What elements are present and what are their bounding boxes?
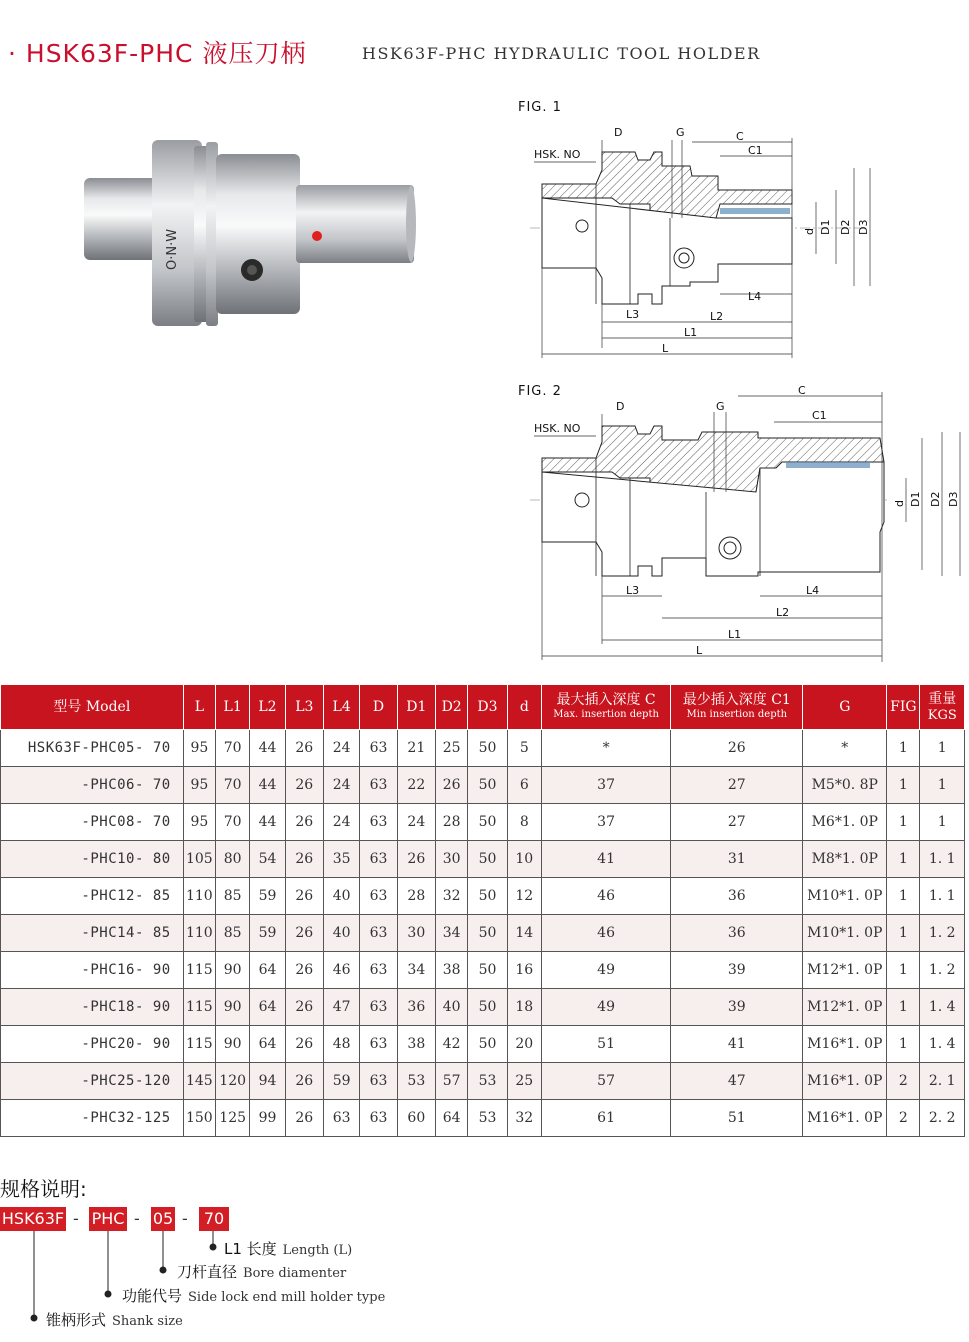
- table-cell: 120: [216, 1063, 250, 1100]
- legend-shank-en: Shank size: [112, 1314, 183, 1329]
- table-cell: 50: [468, 804, 507, 841]
- fig2-label-L4: L4: [806, 584, 820, 597]
- table-cell: 95: [183, 767, 215, 804]
- table-cell: 57: [541, 1063, 670, 1100]
- table-cell: 51: [671, 1100, 803, 1137]
- code-length: 70: [199, 1207, 229, 1231]
- table-cell: 26: [285, 915, 323, 952]
- fig1-label-L3: L3: [626, 308, 640, 321]
- table-cell: 26: [285, 804, 323, 841]
- table-cell: 40: [436, 989, 468, 1026]
- table-cell: 95: [183, 804, 215, 841]
- cell-model: -PHC16- 90: [1, 952, 184, 989]
- table-cell: 39: [671, 989, 803, 1026]
- table-cell: 44: [250, 804, 285, 841]
- table-cell: 25: [507, 1063, 541, 1100]
- fig2-label: FIG. 2: [518, 384, 562, 399]
- fig1-label-G: G: [676, 126, 685, 139]
- table-cell: 34: [436, 915, 468, 952]
- table-cell: 31: [671, 841, 803, 878]
- table-cell: 50: [468, 1026, 507, 1063]
- table-cell: M16*1. 0P: [803, 1026, 887, 1063]
- fig2-label-L: L: [696, 644, 703, 657]
- fig2-label-D: D: [616, 400, 625, 413]
- table-cell: 59: [250, 878, 285, 915]
- cell-model: -PHC10- 80: [1, 841, 184, 878]
- table-cell: 18: [507, 989, 541, 1026]
- table-row: [1, 878, 965, 915]
- table-cell: 1. 4: [920, 989, 965, 1026]
- th-FIG: FIG: [887, 685, 920, 730]
- table-cell: 115: [183, 952, 215, 989]
- th-L: L: [183, 685, 215, 730]
- product-photo: [70, 120, 430, 340]
- fig1-label-C1: C1: [748, 144, 763, 157]
- table-cell: 53: [468, 1100, 507, 1137]
- table-cell: 24: [323, 767, 359, 804]
- table-cell: 105: [183, 841, 215, 878]
- table-cell: M16*1. 0P: [803, 1100, 887, 1137]
- table-cell: 125: [216, 1100, 250, 1137]
- table-cell: M10*1. 0P: [803, 915, 887, 952]
- page-subtitle: HSK63F-PHC HYDRAULIC TOOL HOLDER: [362, 44, 761, 63]
- spec-legend-title: 规格说明:: [0, 1177, 87, 1201]
- table-cell: 21: [397, 730, 435, 767]
- th-model: 型号 Model: [1, 685, 184, 730]
- table-cell: 90: [216, 1026, 250, 1063]
- table-cell: 1: [887, 804, 920, 841]
- table-cell: 22: [397, 767, 435, 804]
- fig1-diagram: [520, 118, 880, 358]
- table-cell: 36: [671, 878, 803, 915]
- th-G: G: [803, 685, 887, 730]
- table-cell: 47: [671, 1063, 803, 1100]
- table-cell: 30: [436, 841, 468, 878]
- table-cell: 110: [183, 878, 215, 915]
- legend-length: [224, 1238, 352, 1259]
- page-header: [8, 30, 958, 70]
- th-max-insertion: [541, 685, 670, 730]
- th-weight: [920, 685, 965, 730]
- th-D: D: [360, 685, 397, 730]
- table-cell: 1: [887, 841, 920, 878]
- table-cell: 50: [468, 878, 507, 915]
- table-cell: 145: [183, 1063, 215, 1100]
- th-max-insertion-sub: Max. insertion depth: [553, 709, 659, 721]
- legend-bore-cn: 刀杆直径: [177, 1263, 238, 1281]
- table-cell: 41: [541, 841, 670, 878]
- th-L4: L4: [323, 685, 359, 730]
- table-row: [1, 1026, 965, 1063]
- th-min-insertion-main: 最少插入深度 C1: [682, 692, 791, 709]
- table-cell: 63: [360, 952, 397, 989]
- code-shank: HSK63F: [0, 1207, 66, 1231]
- table-cell: 26: [285, 1063, 323, 1100]
- table-cell: 28: [436, 804, 468, 841]
- table-cell: 2: [887, 1063, 920, 1100]
- table-cell: 38: [436, 952, 468, 989]
- table-cell: 32: [436, 878, 468, 915]
- table-cell: 49: [541, 989, 670, 1026]
- table-cell: 1. 1: [920, 878, 965, 915]
- table-cell: 50: [468, 915, 507, 952]
- legend-shank-cn: 锥柄形式: [46, 1311, 107, 1329]
- table-cell: 1: [887, 915, 920, 952]
- th-d: d: [507, 685, 541, 730]
- table-row: [1, 1063, 965, 1100]
- table-cell: 24: [397, 804, 435, 841]
- fig1-label-hsk: HSK. NO: [534, 148, 581, 161]
- fig1-label-L1: L1: [684, 326, 698, 339]
- cell-model: -PHC25-120: [1, 1063, 184, 1100]
- table-cell: 64: [250, 989, 285, 1026]
- th-min-insertion: [671, 685, 803, 730]
- table-cell: 46: [541, 915, 670, 952]
- table-cell: 1. 1: [920, 841, 965, 878]
- fig1-label-C: C: [736, 130, 744, 143]
- fig1-label: FIG. 1: [518, 100, 562, 115]
- table-row: [1, 989, 965, 1026]
- table-cell: 63: [360, 1063, 397, 1100]
- table-cell: 1: [920, 767, 965, 804]
- table-cell: 63: [360, 1026, 397, 1063]
- cell-model: -PHC20- 90: [1, 1026, 184, 1063]
- table-cell: 41: [671, 1026, 803, 1063]
- fig1-label-D3: D3: [857, 219, 870, 235]
- table-cell: 115: [183, 1026, 215, 1063]
- table-cell: 26: [285, 878, 323, 915]
- table-row: [1, 952, 965, 989]
- fig1-label-D: D: [614, 126, 623, 139]
- table-cell: 1. 2: [920, 915, 965, 952]
- table-row: [1, 804, 965, 841]
- table-cell: 1: [920, 730, 965, 767]
- table-cell: 63: [360, 989, 397, 1026]
- table-cell: 26: [671, 730, 803, 767]
- fig2-label-G: G: [716, 400, 725, 413]
- table-cell: 1: [887, 1026, 920, 1063]
- th-max-insertion-main: 最大插入深度 C: [556, 692, 656, 709]
- legend-type: [122, 1285, 385, 1306]
- table-cell: 50: [468, 730, 507, 767]
- table-cell: 63: [360, 730, 397, 767]
- table-cell: 26: [285, 952, 323, 989]
- table-cell: 50: [468, 767, 507, 804]
- table-cell: 38: [397, 1026, 435, 1063]
- fig2-label-L3: L3: [626, 584, 640, 597]
- table-cell: 53: [397, 1063, 435, 1100]
- table-cell: 5: [507, 730, 541, 767]
- table-cell: 59: [250, 915, 285, 952]
- table-cell: 63: [360, 878, 397, 915]
- fig2-label-L2: L2: [776, 606, 790, 619]
- fig2-label-C1: C1: [812, 409, 827, 422]
- table-cell: 14: [507, 915, 541, 952]
- table-cell: 95: [183, 730, 215, 767]
- table-cell: 90: [216, 952, 250, 989]
- table-cell: 53: [468, 1063, 507, 1100]
- th-D3: D3: [468, 685, 507, 730]
- code-bore: 05: [151, 1207, 175, 1231]
- table-cell: 110: [183, 915, 215, 952]
- th-D2: D2: [436, 685, 468, 730]
- table-cell: M12*1. 0P: [803, 989, 887, 1026]
- fig2-label-L1: L1: [728, 628, 742, 641]
- table-cell: 39: [671, 952, 803, 989]
- table-cell: 1: [887, 878, 920, 915]
- table-cell: 10: [507, 841, 541, 878]
- cell-model: -PHC18- 90: [1, 989, 184, 1026]
- table-cell: 44: [250, 767, 285, 804]
- table-cell: 70: [216, 804, 250, 841]
- table-cell: M16*1. 0P: [803, 1063, 887, 1100]
- code-dash-3: -: [182, 1209, 188, 1228]
- table-cell: 1: [887, 767, 920, 804]
- fig2-label-D1: D1: [909, 491, 922, 507]
- table-cell: 1. 2: [920, 952, 965, 989]
- table-cell: 70: [216, 767, 250, 804]
- table-cell: 26: [285, 841, 323, 878]
- table-cell: 46: [541, 878, 670, 915]
- table-cell: 49: [541, 952, 670, 989]
- legend-type-en: Side lock end mill holder type: [188, 1290, 386, 1305]
- table-row: [1, 1100, 965, 1137]
- table-cell: 26: [285, 730, 323, 767]
- legend-bore-en: Bore diamenter: [243, 1266, 347, 1281]
- table-cell: 54: [250, 841, 285, 878]
- table-cell: 26: [285, 1026, 323, 1063]
- fig2-label-hsk: HSK. NO: [534, 422, 581, 435]
- table-cell: *: [541, 730, 670, 767]
- table-cell: 16: [507, 952, 541, 989]
- table-cell: 28: [397, 878, 435, 915]
- brand-logo: O·N·W: [165, 228, 180, 270]
- table-cell: 42: [436, 1026, 468, 1063]
- table-cell: 59: [323, 1063, 359, 1100]
- table-cell: 44: [250, 730, 285, 767]
- cell-model: HSK63F-PHC05- 70: [1, 730, 184, 767]
- table-cell: 27: [671, 767, 803, 804]
- table-cell: M6*1. 0P: [803, 804, 887, 841]
- table-cell: 63: [360, 915, 397, 952]
- fig2-label-D3: D3: [947, 491, 960, 507]
- fig1-label-L: L: [662, 342, 669, 355]
- table-cell: 57: [436, 1063, 468, 1100]
- table-cell: 63: [360, 1100, 397, 1137]
- table-cell: 1: [887, 952, 920, 989]
- table-cell: 61: [541, 1100, 670, 1137]
- table-cell: 35: [323, 841, 359, 878]
- table-cell: 25: [436, 730, 468, 767]
- cell-model: -PHC06- 70: [1, 767, 184, 804]
- table-row: [1, 915, 965, 952]
- table-cell: 30: [397, 915, 435, 952]
- table-body: [1, 730, 965, 1137]
- table-cell: 63: [360, 804, 397, 841]
- table-cell: 40: [323, 878, 359, 915]
- cell-model: -PHC14- 85: [1, 915, 184, 952]
- fig2-label-d: d: [893, 500, 906, 507]
- table-cell: 47: [323, 989, 359, 1026]
- fig2-diagram: [520, 382, 965, 664]
- table-cell: 2. 2: [920, 1100, 965, 1137]
- table-cell: 37: [541, 767, 670, 804]
- table-cell: 26: [285, 989, 323, 1026]
- table-cell: 48: [323, 1026, 359, 1063]
- table-cell: 20: [507, 1026, 541, 1063]
- table-cell: 63: [323, 1100, 359, 1137]
- table-row: [1, 841, 965, 878]
- table-cell: 26: [285, 1100, 323, 1137]
- table-cell: 50: [468, 841, 507, 878]
- table-cell: 2. 1: [920, 1063, 965, 1100]
- table-cell: 34: [397, 952, 435, 989]
- cell-model: -PHC08- 70: [1, 804, 184, 841]
- table-row: [1, 767, 965, 804]
- table-cell: 50: [468, 989, 507, 1026]
- table-cell: 26: [397, 841, 435, 878]
- table-cell: 26: [285, 767, 323, 804]
- legend-length-en: Length (L): [282, 1243, 353, 1258]
- th-L2: L2: [250, 685, 285, 730]
- table-cell: 63: [360, 767, 397, 804]
- table-cell: 8: [507, 804, 541, 841]
- table-cell: 1: [887, 730, 920, 767]
- legend-shank: [46, 1309, 183, 1330]
- fig1-label-D1: D1: [819, 219, 832, 235]
- table-cell: 90: [216, 989, 250, 1026]
- table-cell: 12: [507, 878, 541, 915]
- table-cell: 1. 4: [920, 1026, 965, 1063]
- table-cell: M8*1. 0P: [803, 841, 887, 878]
- table-cell: M12*1. 0P: [803, 952, 887, 989]
- table-cell: 36: [397, 989, 435, 1026]
- legend-type-cn: 功能代号: [122, 1287, 183, 1305]
- th-weight-main: 重量: [928, 690, 957, 707]
- page-title: · HSK63F-PHC 液压刀柄: [8, 39, 307, 68]
- table-cell: *: [803, 730, 887, 767]
- code-type: PHC: [89, 1207, 127, 1231]
- code-dash-1: -: [73, 1209, 79, 1228]
- table-header-row: [1, 685, 965, 730]
- table-cell: 85: [216, 878, 250, 915]
- table-cell: 24: [323, 804, 359, 841]
- fig1-label-L4: L4: [748, 290, 762, 303]
- table-cell: 94: [250, 1063, 285, 1100]
- th-weight-sub: KGS: [927, 707, 957, 723]
- legend-length-cn: L1 长度: [224, 1240, 277, 1258]
- table-cell: 1: [920, 804, 965, 841]
- table-cell: 27: [671, 804, 803, 841]
- table-cell: 51: [541, 1026, 670, 1063]
- fig2-label-D2: D2: [929, 491, 942, 507]
- table-cell: 63: [360, 841, 397, 878]
- table-cell: 32: [507, 1100, 541, 1137]
- table-cell: 64: [436, 1100, 468, 1137]
- cell-model: -PHC32-125: [1, 1100, 184, 1137]
- th-min-insertion-sub: Min insertion depth: [686, 709, 788, 721]
- table-cell: 99: [250, 1100, 285, 1137]
- spec-table: [0, 684, 965, 1137]
- table-cell: 70: [216, 730, 250, 767]
- table-cell: 115: [183, 989, 215, 1026]
- table-cell: 6: [507, 767, 541, 804]
- table-cell: M5*0. 8P: [803, 767, 887, 804]
- table-cell: 46: [323, 952, 359, 989]
- table-cell: 24: [323, 730, 359, 767]
- table-cell: 26: [436, 767, 468, 804]
- code-dash-2: -: [134, 1209, 140, 1228]
- table-cell: 64: [250, 952, 285, 989]
- th-D1: D1: [397, 685, 435, 730]
- table-cell: 150: [183, 1100, 215, 1137]
- th-L1: L1: [216, 685, 250, 730]
- fig1-label-D2: D2: [839, 219, 852, 235]
- table-cell: 37: [541, 804, 670, 841]
- legend-bore: [177, 1261, 346, 1282]
- table-cell: 85: [216, 915, 250, 952]
- fig1-label-L2: L2: [710, 310, 724, 323]
- table-cell: 1: [887, 989, 920, 1026]
- table-cell: 50: [468, 952, 507, 989]
- fig2-label-C: C: [798, 384, 806, 397]
- table-cell: 40: [323, 915, 359, 952]
- table-cell: 80: [216, 841, 250, 878]
- cell-model: -PHC12- 85: [1, 878, 184, 915]
- table-row: [1, 730, 965, 767]
- table-cell: 60: [397, 1100, 435, 1137]
- table-cell: 2: [887, 1100, 920, 1137]
- table-cell: 36: [671, 915, 803, 952]
- table-cell: 64: [250, 1026, 285, 1063]
- fig1-label-d: d: [803, 228, 816, 235]
- th-L3: L3: [285, 685, 323, 730]
- table-cell: M10*1. 0P: [803, 878, 887, 915]
